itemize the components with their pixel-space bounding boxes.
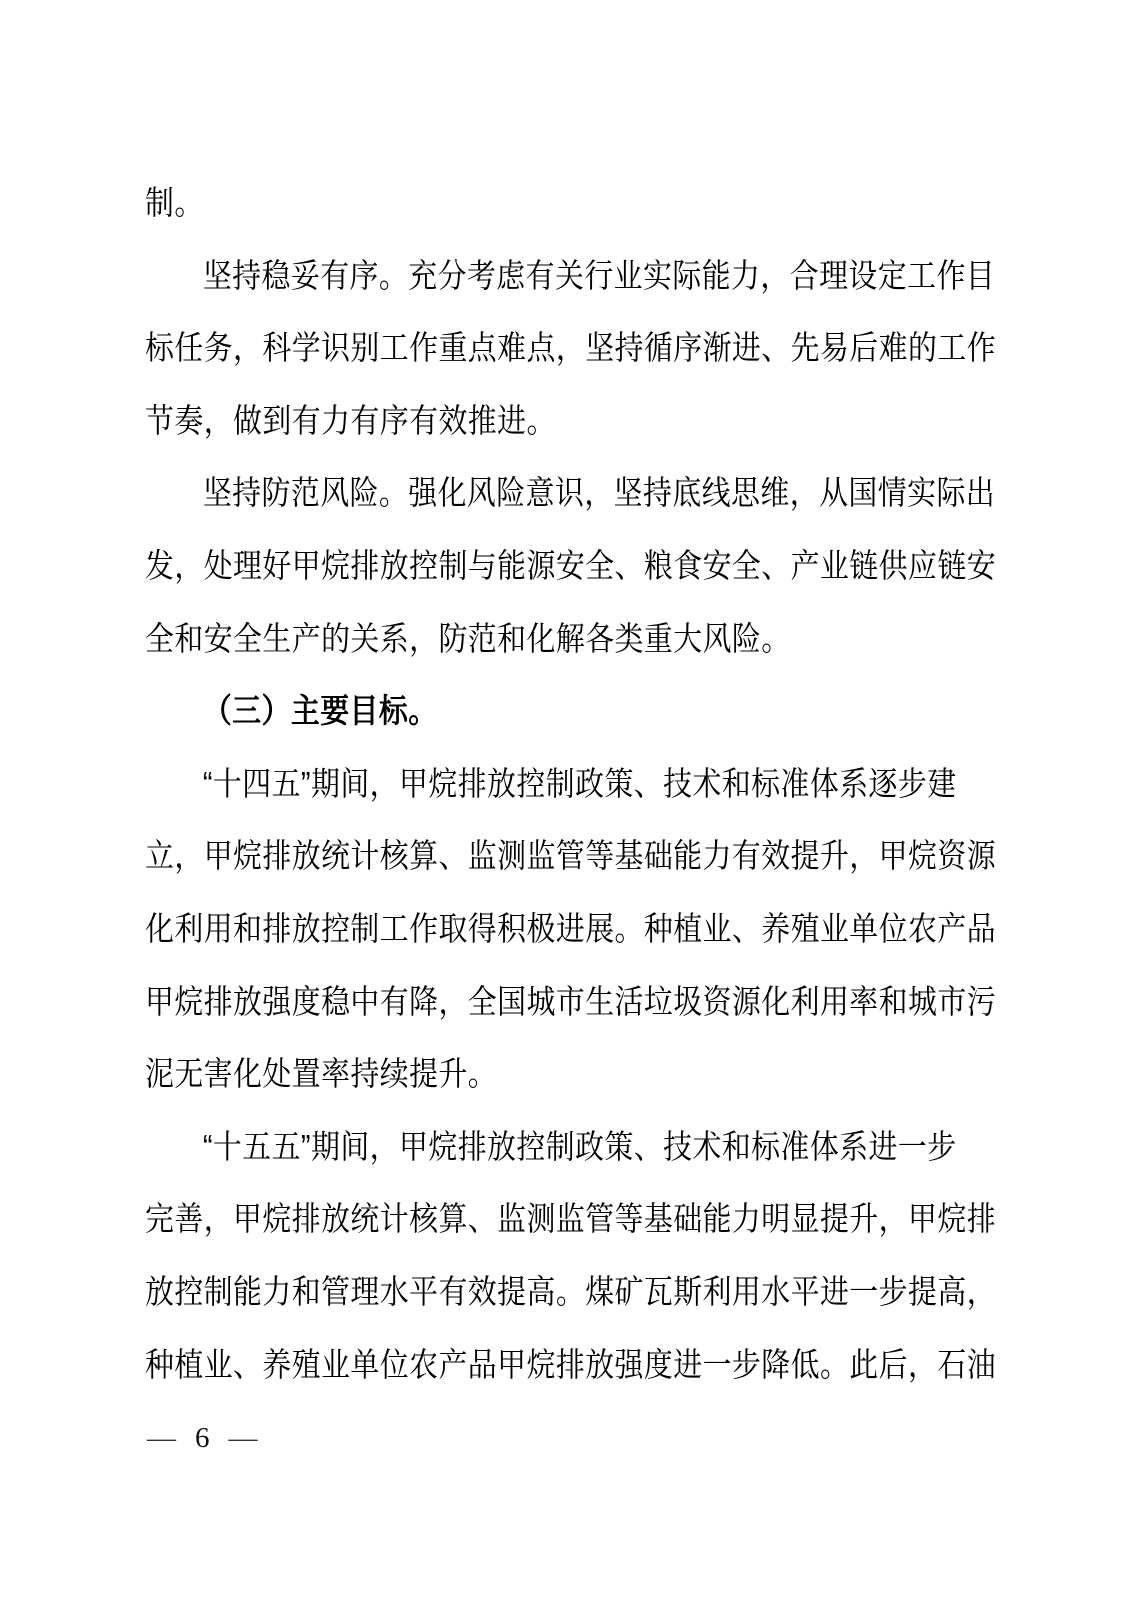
text-line: 立，甲烷排放统计核算、监测监管等基础能力有效提升，甲烷资源: [145, 837, 997, 875]
text-line: “十五五”期间，甲烷排放控制政策、技术和标准体系进一步: [202, 1127, 957, 1165]
paragraph: [145, 748, 997, 1111]
paragraph: [145, 1111, 997, 1401]
text-line: 全和安全生产的关系，防范和化解各类重大风险。: [145, 619, 791, 657]
text-line: 泥无害化处置率持续提升。: [145, 1055, 498, 1093]
paragraph: [145, 167, 983, 240]
section-heading: [145, 675, 983, 748]
text-line: 完善，甲烷排放统计核算、监测监管等基础能力明显提升，甲烷排: [145, 1200, 997, 1238]
text-line: 制。: [145, 184, 204, 221]
text-line: 坚持稳妥有序。充分考虑有关行业实际能力，合理设定工作目: [202, 256, 996, 294]
text-line: 标任务，科学识别工作重点难点，坚持循序渐进、先易后难的工作: [145, 329, 997, 367]
footer-right-dash: —: [228, 1422, 258, 1454]
heading-line: （三）主要目标。: [202, 692, 438, 730]
text-line: 甲烷排放强度稳中有降，全国城市生活垃圾资源化利用率和城市污: [145, 982, 997, 1020]
text-line: 放控制能力和管理水平有效提高。煤矿瓦斯利用水平进一步提高，: [145, 1272, 997, 1310]
page-number: 6: [195, 1422, 210, 1454]
text-line: “十四五”期间，甲烷排放控制政策、技术和标准体系逐步建: [202, 764, 957, 802]
text-line: 化利用和排放控制工作取得积极进展。种植业、养殖业单位农产品: [145, 909, 997, 947]
text-line: 发，处理好甲烷排放控制与能源安全、粮食安全、产业链供应链安: [145, 546, 997, 584]
paragraph: [145, 457, 997, 675]
text-line: 种植业、养殖业单位农产品甲烷排放强度进一步降低。此后，石油: [145, 1345, 997, 1383]
paragraph: [145, 240, 997, 458]
page-footer: [147, 1420, 258, 1456]
footer-left-dash: —: [147, 1422, 176, 1454]
document-body: [145, 167, 997, 1401]
text-line: 坚持防范风险。强化风险意识，坚持底线思维，从国情实际出: [202, 474, 996, 512]
text-line: 节奏，做到有力有序有效推进。: [145, 401, 556, 439]
